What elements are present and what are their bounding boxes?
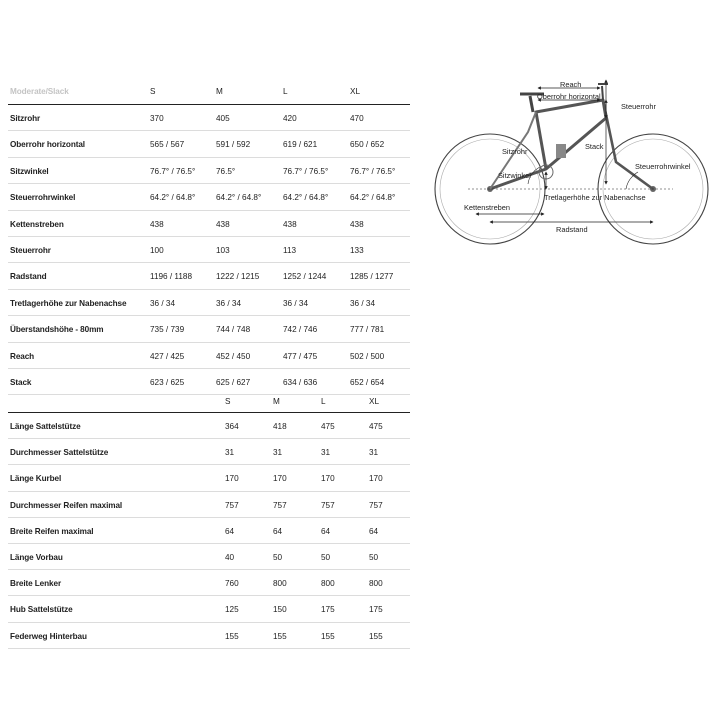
cell-value: 50 (369, 552, 379, 562)
cell-value: 64.2° / 64.8° (150, 193, 196, 203)
row-label: Steuerrohrwinkel (10, 193, 76, 203)
cell-value: 565 / 567 (150, 140, 185, 150)
row-label: Kettenstreben (10, 219, 64, 229)
cell-value: 31 (369, 448, 379, 458)
cell-value: 36 / 34 (150, 298, 176, 308)
cell-value: 427 / 425 (150, 351, 185, 361)
cell-value: 150 (273, 605, 287, 615)
cell-value: 438 (283, 219, 297, 229)
size-header: XL (369, 397, 380, 406)
row-label: Steuerrohr (10, 245, 51, 255)
size-header: S (225, 397, 231, 406)
cell-value: 133 (350, 245, 364, 255)
row-label: Federweg Hinterbau (10, 631, 87, 641)
geometry-header-row (8, 80, 410, 105)
label-stack: Stack (585, 142, 604, 151)
size-header: M (216, 87, 223, 96)
cell-value: 64.2° / 64.8° (283, 193, 329, 203)
cell-value: 625 / 627 (216, 377, 251, 387)
row-label: Überstandshöhe - 80mm (10, 325, 104, 335)
cell-value: 175 (369, 605, 383, 615)
cell-value: 634 / 636 (283, 377, 318, 387)
cell-value: 652 / 654 (350, 377, 385, 387)
size-header: M (273, 397, 280, 406)
cell-value: 1252 / 1244 (283, 272, 327, 282)
cell-value: 420 (283, 114, 297, 123)
cell-value: 1222 / 1215 (216, 272, 260, 282)
row-label: Durchmesser Sattelstütze (10, 448, 109, 458)
row-label: Oberrohr horizontal (10, 140, 85, 150)
table-row (8, 413, 410, 439)
cell-value: 452 / 450 (216, 351, 251, 361)
components-table (8, 388, 410, 649)
cell-value: 800 (273, 579, 287, 589)
cell-value: 623 / 625 (150, 377, 185, 387)
cell-value: 64 (273, 526, 283, 536)
row-label: Radstand (10, 272, 47, 282)
row-label: Breite Reifen maximal (10, 526, 94, 536)
cell-value: 800 (369, 579, 383, 589)
cell-value: 50 (321, 552, 331, 562)
geometry-header-label: Moderate/Slack (10, 87, 69, 96)
table-row (8, 105, 410, 131)
cell-value: 370 (150, 114, 164, 123)
label-top-tube: Oberrohr horizontal (537, 92, 601, 101)
cell-value: 125 (225, 605, 239, 615)
cell-value: 405 (216, 114, 230, 123)
table-row (8, 158, 410, 184)
table-row (8, 237, 410, 263)
cell-value: 155 (273, 631, 287, 641)
cell-value: 40 (225, 552, 235, 562)
row-label: Sitzrohr (10, 114, 41, 123)
cell-value: 438 (150, 219, 164, 229)
cell-value: 1196 / 1188 (150, 272, 193, 282)
table-row (8, 518, 410, 544)
size-header: S (150, 87, 156, 96)
cell-value: 50 (273, 552, 283, 562)
cell-value: 155 (321, 631, 335, 641)
cell-value: 757 (321, 500, 335, 510)
cell-value: 76.7° / 76.5° (350, 166, 396, 176)
cell-value: 477 / 475 (283, 351, 318, 361)
cell-value: 619 / 621 (283, 140, 318, 150)
cell-value: 470 (350, 114, 364, 123)
cell-value: 103 (216, 245, 230, 255)
cell-value: 155 (225, 631, 239, 641)
label-seat-tube: Sitzrohr (502, 147, 528, 156)
table-row (8, 131, 410, 157)
table-row (8, 343, 410, 369)
cell-value: 170 (225, 474, 239, 484)
cell-value: 735 / 739 (150, 325, 185, 335)
table-row (8, 570, 410, 596)
cell-value: 650 / 652 (350, 140, 385, 150)
row-label: Stack (10, 377, 32, 387)
table-row (8, 263, 410, 289)
fork (603, 100, 653, 189)
row-label: Hub Sattelstütze (10, 605, 73, 615)
cell-value: 438 (216, 219, 230, 229)
cell-value: 64 (369, 526, 379, 536)
cell-value: 777 / 781 (350, 325, 385, 335)
cell-value: 475 (369, 422, 383, 431)
cell-value: 757 (225, 500, 239, 510)
row-label: Sitzwinkel (10, 166, 49, 176)
table-row (8, 439, 410, 465)
cell-value: 170 (369, 474, 383, 484)
cell-value: 1285 / 1277 (350, 272, 394, 282)
row-label: Länge Kurbel (10, 474, 62, 484)
cell-value: 31 (225, 448, 235, 458)
cell-value: 36 / 34 (283, 298, 309, 308)
label-wheelbase: Radstand (556, 225, 588, 234)
cell-value: 64 (225, 526, 235, 536)
cell-value: 760 (225, 579, 239, 589)
label-head-angle: Steuerrohrwinkel (635, 162, 691, 171)
shock (556, 144, 566, 158)
row-label: Länge Sattelstütze (10, 422, 81, 431)
cell-value: 100 (150, 245, 164, 255)
cell-value: 438 (350, 219, 364, 229)
cell-value: 64 (321, 526, 331, 536)
geometry-diagram (428, 72, 718, 252)
row-label: Tretlagerhöhe zur Nabenachse (10, 298, 127, 308)
cell-value: 36 / 34 (216, 298, 242, 308)
cell-value: 76.7° / 76.5° (150, 166, 196, 176)
size-header: L (283, 87, 288, 96)
cell-value: 31 (273, 448, 283, 458)
size-header: L (321, 397, 326, 406)
table-row (8, 211, 410, 237)
cell-value: 364 (225, 422, 239, 431)
table-row (8, 290, 410, 316)
row-label: Durchmesser Reifen maximal (10, 500, 123, 510)
label-head-tube: Steuerrohr (621, 102, 656, 111)
cell-value: 800 (321, 579, 335, 589)
cell-value: 113 (283, 245, 297, 255)
table-row (8, 184, 410, 210)
table-row (8, 316, 410, 342)
cell-value: 64.2° / 64.8° (216, 193, 262, 203)
cell-value: 757 (273, 500, 287, 510)
row-label: Breite Lenker (10, 579, 62, 589)
cell-value: 744 / 748 (216, 325, 251, 335)
cell-value: 175 (321, 605, 335, 615)
cell-value: 31 (321, 448, 331, 458)
cell-value: 757 (369, 500, 383, 510)
table-row (8, 465, 410, 491)
cell-value: 475 (321, 422, 335, 431)
label-reach: Reach (560, 80, 582, 89)
cell-value: 36 / 34 (350, 298, 376, 308)
cell-value: 418 (273, 422, 287, 431)
label-chainstay: Kettenstreben (464, 203, 511, 212)
table-row (8, 623, 410, 649)
label-seat-angle: Sitzwinkel (498, 171, 531, 180)
table-row (8, 492, 410, 518)
cell-value: 76.5° (216, 166, 236, 176)
cell-value: 591 / 592 (216, 140, 251, 150)
row-label: Reach (10, 351, 35, 361)
cell-value: 155 (369, 631, 383, 641)
cell-value: 170 (273, 474, 287, 484)
size-header: XL (350, 87, 361, 96)
cell-value: 170 (321, 474, 335, 484)
geometry-table (8, 80, 410, 395)
bike-geometry-svg (428, 72, 718, 252)
table-row (8, 544, 410, 570)
cell-value: 64.2° / 64.8° (350, 193, 396, 203)
components-header-row (8, 388, 410, 413)
cell-value: 742 / 746 (283, 325, 318, 335)
row-label: Länge Vorbau (10, 552, 63, 562)
cell-value: 76.7° / 76.5° (283, 166, 329, 176)
table-row (8, 596, 410, 622)
label-bb-drop: Tretlagerhöhe zur Nabenachse (544, 193, 646, 202)
cell-value: 502 / 500 (350, 351, 385, 361)
